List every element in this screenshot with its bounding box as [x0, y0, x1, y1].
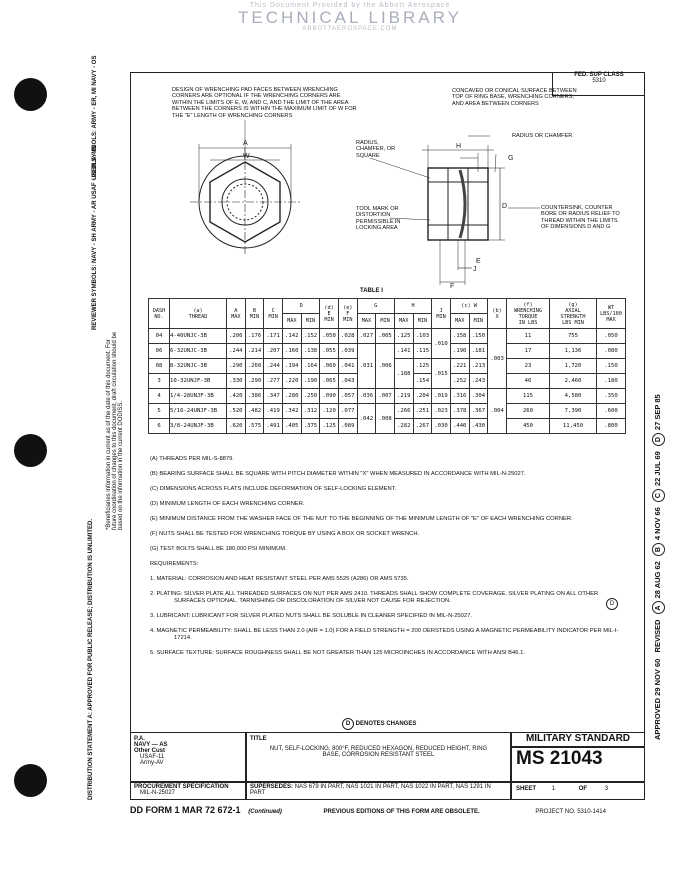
header-line1: This Document Provided by the Abbott Aerospace [249, 2, 451, 9]
title-text: NUT, SELF-LOCKING, 800°F, REDUCED HEXAGON, REDUCED HEIGHT, RING BASE, CORROSION RESISTANT STEEL [269, 746, 488, 758]
table-cell: .115 [413, 344, 432, 359]
table-cell: .243 [469, 374, 488, 389]
previous-editions: PREVIOUS EDITIONS OF THIS FORM ARE OBSOLETE. [323, 809, 480, 815]
table-cell: .028 [338, 329, 357, 344]
table-cell: .620 [227, 419, 246, 434]
table-cell: .065 [320, 374, 339, 389]
notes-section [150, 456, 620, 665]
table-cell: .036 [357, 389, 376, 404]
pa-block [130, 732, 246, 782]
table-cell: .244 [227, 344, 246, 359]
table-cell: 8-32UNJC-3B [170, 359, 227, 374]
rev-b-marker: B [652, 543, 665, 556]
rev-c-date: 22 JUL 69 [653, 451, 662, 487]
note-a: (A) THREADS PER MIL-S-8879. [150, 456, 234, 462]
col-b: B MIN [245, 299, 264, 329]
table-cell-merged: .006 [376, 344, 395, 389]
radius-square-note: RADIUS, CHAMFER, OR SQUARE [356, 140, 396, 159]
rev-a-marker: A [652, 601, 665, 614]
proc-spec-block [130, 782, 246, 800]
sheet-block [511, 782, 645, 800]
table-cell: .050 [320, 329, 339, 344]
pa-label: P.A. [134, 736, 145, 742]
table-cell: .482 [245, 404, 264, 419]
mil-std: MILITARY STANDARD [511, 732, 645, 747]
table-cell: .055 [320, 344, 339, 359]
table-cell: .171 [264, 329, 283, 344]
sheet-label: SHEET [516, 786, 537, 792]
table-cell: 1,720 [550, 359, 597, 374]
fed-sup-class-label: FED. SUP CLASS [574, 72, 624, 78]
table-cell: .491 [264, 419, 283, 434]
table-cell: .060 [320, 359, 339, 374]
concaved-note: CONCAVED OR CONICAL SURFACE BETWEEN TOP OF RING BASE, WRENCHING CORNERS, AND AREA BETWEEN CORNERS [452, 88, 577, 107]
table-cell: .176 [245, 329, 264, 344]
tool-mark-note: TOOL MARK OR DISTORTION PERMISSIBLE IN LOCKING AREA [356, 206, 401, 232]
table-cell: .277 [264, 374, 283, 389]
table-cell: .267 [413, 419, 432, 434]
table-cell: 3/8-24UNJF-3B [170, 419, 227, 434]
sheet-number: 1 [551, 786, 556, 792]
col-strength: (g) AXIAL STRENGTH LBS MIN [550, 299, 597, 329]
table-cell-merged: .015 [432, 359, 451, 389]
col-dash: DASH NO. [149, 299, 170, 329]
revision-history [652, 394, 665, 740]
coordination-notice: *Beneficiaries information in current as of the date of this document. For future coordination of changes to this document, draft circulation should be based on the information in the current DODISS. [106, 331, 124, 530]
req-lubricant: 3. LUBRICANT: LUBRICANT FOR SILVER PLATED NUTS SHALL BE SOLUBLE IN CLEANER SPECIFIED IN MIL-N-25027. [150, 613, 472, 619]
svg-text:G: G [508, 155, 514, 162]
table-cell: .023 [432, 404, 451, 419]
table-row [149, 329, 626, 344]
table-cell: .260 [245, 359, 264, 374]
note-b: (B) BEARING SURFACE SHALL BE SQUARE WITH PITCH DIAMETER WITHIN "X" WHEN MEASURED IN ACCORDANCE WITH MIL-N-25027. [150, 471, 526, 477]
table-cell: .125 [413, 359, 432, 374]
supersedes-block [246, 782, 511, 800]
header-url: ABBOTTAEROSPACE.COM [302, 26, 398, 32]
rev-d-marker: D [652, 433, 665, 446]
table-cell: 46 [507, 374, 550, 389]
nut-side-view [370, 136, 540, 285]
table-cell: .420 [227, 389, 246, 404]
table-cell: .150 [469, 329, 488, 344]
table-row [149, 344, 626, 359]
table-cell: .221 [450, 359, 469, 374]
table-cell: .103 [413, 329, 432, 344]
denotes-changes [342, 718, 416, 730]
table-cell: .027 [357, 329, 376, 344]
table-cell: .150 [597, 359, 626, 374]
col-e: (d) E MIN [320, 299, 339, 329]
col-g: G [357, 299, 394, 314]
table-cell: .043 [338, 374, 357, 389]
table-cell-merged: .010 [432, 329, 451, 359]
table-cell: .206 [227, 329, 246, 344]
req-material: 1. MATERIAL: CORROSION AND HEAT RESISTANT STEEL PER AMS 5525 (A286) OR AMS 5735. [150, 576, 409, 582]
countersink-note: COUNTERSINK, COUNTER BORE OR RADIUS RELIEF TO THREAD WITHIN THE LIMITS OF DIMENSIONS D AND G [541, 205, 620, 231]
table-cell: 06 [149, 344, 170, 359]
table-cell: 5 [149, 404, 170, 419]
distribution-statement: DISTRIBUTION STATEMENT A: APPROVED FOR PUBLIC RELEASE; DISTRIBUTION IS UNLIMITED. [88, 518, 94, 800]
table-cell: .430 [469, 419, 488, 434]
of-label: OF [578, 786, 588, 792]
table-cell: 4 [149, 389, 170, 404]
supersedes-label: SUPERSEDES: [250, 784, 294, 790]
table-cell: 6-32UNJC-3B [170, 344, 227, 359]
table-cell: .057 [338, 389, 357, 404]
table-cell: .181 [469, 344, 488, 359]
denotes-marker: D [342, 718, 354, 730]
binder-hole [14, 78, 47, 111]
sheet-total: 3 [604, 786, 609, 792]
svg-text:J: J [473, 266, 477, 273]
req-magnetic: 4. MAGNETIC PERMEABILITY: SHALL BE LESS THAN 2.0 (AIR = 1.0) FOR A FIELD STRENGTH = 200 OERSTEDS USING A MAGNETIC PERMEABILITY INDICATOR PER MIL-I-17214. [150, 628, 619, 641]
table-cell: .039 [338, 344, 357, 359]
table-cell: .290 [245, 374, 264, 389]
ms-number-block [511, 747, 645, 782]
table-cell: .252 [450, 374, 469, 389]
table-cell: .190 [301, 374, 320, 389]
table-title: TABLE I [360, 288, 383, 294]
svg-text:W: W [243, 153, 250, 160]
col-h: H [394, 299, 431, 314]
table-cell: .213 [469, 359, 488, 374]
col-torque: (f) WRENCHING TORQUE IN LBS [507, 299, 550, 329]
table-cell: .120 [320, 404, 339, 419]
col-thread: (a) THREAD [170, 299, 227, 329]
table-cell: .347 [264, 389, 283, 404]
table-cell: 260 [507, 404, 550, 419]
table-cell: .005 [376, 329, 395, 344]
table-cell: .154 [413, 374, 432, 389]
fed-sup-class-value: 5310 [592, 78, 606, 84]
table-cell-merged: .008 [376, 404, 395, 434]
table-cell: .180 [597, 374, 626, 389]
table-cell: .304 [469, 389, 488, 404]
table-cell: 755 [550, 329, 597, 344]
table-cell: .251 [413, 404, 432, 419]
form-footer [130, 805, 650, 815]
table-cell: .405 [282, 419, 301, 434]
radius-chamfer-note: RADIUS OR CHAMFER [512, 133, 573, 139]
table-cell: .142 [282, 329, 301, 344]
nut-drawing [160, 120, 560, 290]
table-cell: 23 [507, 359, 550, 374]
requirements-heading: REQUIREMENTS: [150, 561, 199, 567]
table-cell: 4,580 [550, 389, 597, 404]
note-e: (E) MINIMUM DISTANCE FROM THE WASHER FACE OF THE NUT TO THE BEGINNING OF THE MINIMUM LENGTH OF "E" OF EACH WRENCHING CORNER. [150, 516, 573, 522]
svg-text:A: A [243, 140, 248, 147]
table-cell: .080 [597, 344, 626, 359]
table-cell: 17 [507, 344, 550, 359]
table-cell-merged: .188 [394, 359, 413, 389]
table-cell: 1,136 [550, 344, 597, 359]
col-a: A MAX [227, 299, 246, 329]
table-cell: .316 [450, 389, 469, 404]
col-f: (e) F MIN [338, 299, 357, 329]
table-cell: .019 [432, 389, 451, 404]
table-cell: .041 [338, 359, 357, 374]
table-cell: .520 [227, 404, 246, 419]
col-x: (b) X [488, 299, 507, 329]
title-block [246, 732, 511, 782]
form-number: DD FORM 1 MAR 72 672-1 [130, 805, 241, 815]
table-cell: .219 [394, 389, 413, 404]
pa-value: NAVY — AS [134, 742, 168, 748]
table-cell: .141 [394, 344, 413, 359]
table-cell: 10-32UNJF-3B [170, 374, 227, 389]
table-cell: .125 [394, 329, 413, 344]
table-cell: .244 [264, 359, 283, 374]
reviewer-symbols: REVIEWER SYMBOLS: NAVY - SH ARMY - AR USAF - 99 DLA - IS [92, 145, 98, 330]
proc-value: MIL-N-25027 [140, 790, 176, 796]
table-cell: .378 [450, 404, 469, 419]
table-cell: .158 [450, 329, 469, 344]
table-cell: .575 [245, 419, 264, 434]
table-cell: 6 [149, 419, 170, 434]
col-d: D [282, 299, 319, 314]
dimensions-table: DASH NO. (a) THREAD A MAX B MIN C MIN D (d) E MIN (e) F MIN G H J MIN (c) W (b) X (f) WRENCHING TORQUE IN LBS (g) AXIAL STRENGTH LBS MIN WT LBS/100 MAX MAX MIN MAX MIN MAX MIN MAX MIN 04 4-40UNJC-3B .206 .176 .171 .142 .152 .050 .028 .027 .005 .125 .103 .010 .158 .150 .003 11 755 .050 06 6-32UNJC-3B .244 .214 .207 .160 .138 .055 .039 .031 .006 .141 .115 .190 .181 17 1,136 .080 08 8-32UNJC-3B .290 .260 .244 .194 .164 .060 .041 .188 .125 .015 .221 .213 23 1,720 .150 3 10-32UNJF-3B .330 .290 .277 .220 .190 .065 .043 .154 .252 .243 46 2,460 .180 4 1/4-28UNJF-3B .420 .386 .347 .280 .250 .090 .057 .036 .007 .219 .204 .019 .316 .304 .004 115 4,580 .350 5 5/16-24UNJF-3B .520 .482 .419 .342 .312 .120 .077 .042 .008 .266 .251 .023 .378 .367 260 7,390 .600 6 3/8-24UNJF-3B .620 .575 .491 .405 .375 .125 .089 .282 .267 .030 .440 .430 450 11,450 .800 [148, 298, 626, 434]
svg-text:F: F [450, 283, 455, 290]
other-cust-list: USAF-11 Army-AV [140, 754, 165, 766]
library-header [0, 0, 700, 32]
table-cell: 04 [149, 329, 170, 344]
svg-text:D: D [502, 203, 508, 210]
table-cell: 11 [507, 329, 550, 344]
table-row [149, 404, 626, 419]
design-note: DESIGN OF WRENCHING PAD FACES BETWEEN WRENCHING CORNERS ARE OPTIONAL IF THE WRENCHING CORNERS ARE WITHIN THE LIMITS OF E, W, AND C, AND THE LIMIT OF THE AREA BETWEEN THE CORNERS IS WITHIN THE MAXIMUM LIMIT OF W FOR THE "E" LENGTH OF WRENCHING CORNERS [172, 87, 357, 119]
table-cell: .125 [320, 419, 339, 434]
table-cell: .207 [264, 344, 283, 359]
col-j: J MIN [432, 299, 451, 329]
note-g: (G) TEST BOLTS SHALL BE 180,000 PSI MINIMUM. [150, 546, 287, 552]
approved-date: APPROVED 29 NOV 60 [653, 658, 662, 740]
svg-text:H: H [456, 143, 462, 150]
table-cell: .090 [320, 389, 339, 404]
rev-a-date: 28 AUG 62 [653, 561, 662, 599]
table-cell: 450 [507, 419, 550, 434]
table-cell: .280 [282, 389, 301, 404]
table-cell: .030 [432, 419, 451, 434]
table-cell: .190 [450, 344, 469, 359]
table-cell: .077 [338, 404, 357, 419]
ms-number: MS 21043 [516, 748, 603, 769]
table-cell: 08 [149, 359, 170, 374]
table-cell: .440 [450, 419, 469, 434]
table-cell: .160 [282, 344, 301, 359]
table-cell: .089 [338, 419, 357, 434]
header-title: TECHNICAL LIBRARY [238, 8, 462, 27]
table-cell: .350 [597, 389, 626, 404]
table-cell: .342 [282, 404, 301, 419]
form-continued: (Continued) [248, 809, 282, 815]
table-cell: 3 [149, 374, 170, 389]
table-row [149, 389, 626, 404]
req-surface: 5. SURFACE TEXTURE: SURFACE ROUGHNESS SHALL BE NOT GREATER THAN 125 MICROINCHES IN ACCORDANCE WITH ANSI B46.1. [150, 650, 525, 656]
table-cell: 1/4-28UNJF-3B [170, 389, 227, 404]
note-d: (D) MINIMUM LENGTH OF EACH WRENCHING CORNER. [150, 501, 305, 507]
revised-label: REVISED [653, 619, 662, 653]
note-f: (F) NUTS SHALL BE TESTED FOR WRENCHING TORQUE BY USING A BOX OR SOCKET WRENCH. [150, 531, 420, 537]
table-cell: .007 [376, 389, 395, 404]
col-weight: WT LBS/100 MAX [597, 299, 626, 329]
table-cell: .164 [301, 359, 320, 374]
table-cell-merged: .003 [488, 329, 507, 389]
table-cell: .194 [282, 359, 301, 374]
req-plating: 2. PLATING: SILVER PLATE ALL THREADED SURFACES ON NUT PER AMS 2410. THREADS SHALL SHOW COMPLETE COVERAGE. SILVER PLATING ON ALL OTHER SURFACES OPTIONAL. TARNISHING OR DISCOLORATION OF SILVER NOT CAUSE FOR REJECTION. [150, 591, 599, 604]
binder-hole [14, 764, 47, 797]
other-cust-label: Other Cust [134, 748, 166, 754]
table-cell: 11,450 [550, 419, 597, 434]
table-cell: .312 [301, 404, 320, 419]
table-cell: .050 [597, 329, 626, 344]
table-cell: .800 [597, 419, 626, 434]
col-w: (c) W [450, 299, 487, 314]
table-cell-merged: .004 [488, 389, 507, 434]
change-marker: D [606, 598, 618, 610]
table-cell: .250 [301, 389, 320, 404]
table-cell: .330 [227, 374, 246, 389]
table-cell: .204 [413, 389, 432, 404]
denotes-text: DENOTES CHANGES [355, 721, 417, 727]
proc-label: PROCUREMENT SPECIFICATION [134, 784, 229, 790]
svg-text:E: E [476, 258, 481, 265]
table-cell: 7,390 [550, 404, 597, 419]
table-cell: 4-40UNJC-3B [170, 329, 227, 344]
supersedes-value: NAS 679 IN PART, NAS 1021 IN PART, NAS 1022 IN PART, NAS 1291 IN PART [250, 784, 491, 796]
project-number: PROJECT NO. 5310-1414 [535, 809, 606, 815]
table-cell: 2,460 [550, 374, 597, 389]
table-cell: .419 [264, 404, 283, 419]
col-c: C MIN [264, 299, 283, 329]
user-symbols: USER SYMBOLS: ARMY - ER, MI NAVY - OS [92, 55, 98, 180]
rev-c-marker: C [652, 489, 665, 502]
binder-hole [14, 434, 47, 467]
table-cell: .290 [227, 359, 246, 374]
rev-b-date: 4 NOV 66 [653, 507, 662, 541]
table-cell: .367 [469, 404, 488, 419]
note-c: (C) DIMENSIONS ACROSS FLATS INCLUDE DEFORMATION OF SELF-LOCKING ELEMENT. [150, 486, 397, 492]
table-cell: .138 [301, 344, 320, 359]
table-cell: .386 [245, 389, 264, 404]
table-cell-merged: .042 [357, 404, 376, 434]
table-cell: .152 [301, 329, 320, 344]
table-cell: .214 [245, 344, 264, 359]
table-cell: .282 [394, 419, 413, 434]
table-cell: .220 [282, 374, 301, 389]
table-cell: 115 [507, 389, 550, 404]
rev-d-date: 27 SEP 85 [653, 394, 662, 431]
table-cell: .600 [597, 404, 626, 419]
title-label: TITLE [250, 736, 267, 742]
table-cell-merged: .031 [357, 344, 376, 389]
table-cell: .266 [394, 404, 413, 419]
table-cell: .375 [301, 419, 320, 434]
table-cell: 5/16-24UNJF-3B [170, 404, 227, 419]
